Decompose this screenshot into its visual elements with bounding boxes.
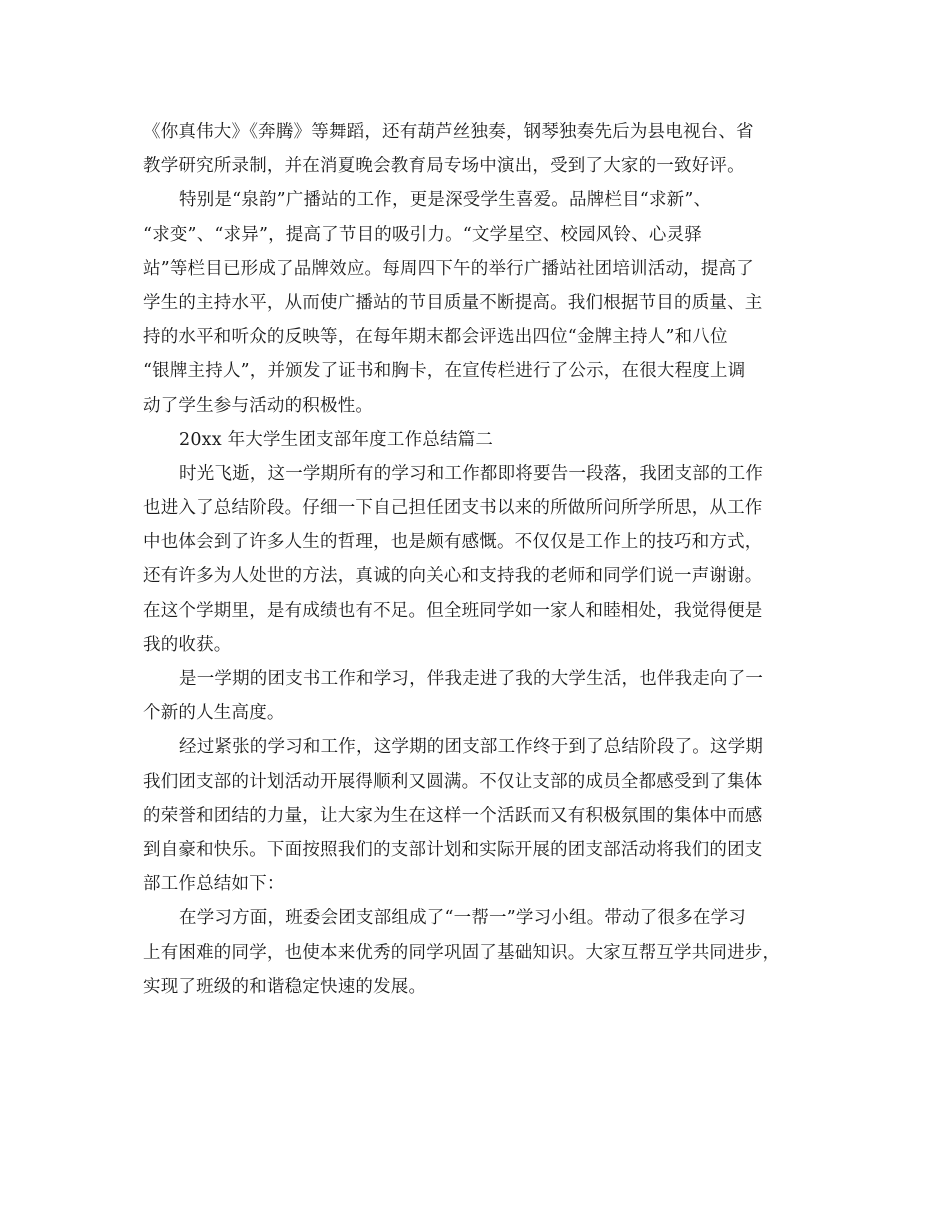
text-line: 经过紧张的学习和工作，这学期的团支部工作终于到了总结阶段了。这学期: [179, 737, 764, 758]
text-line: 20xx 年大学生团支部年度工作总结篇二: [179, 429, 494, 450]
text-line: 学生的主持水平，从而使广播站的节目质量不断提高。我们根据节目的质量、主: [143, 292, 763, 313]
text-line: 也进入了总结阶段。仔细一下自己担任团支书以来的所做所问所学所思，从工作: [143, 498, 763, 519]
text-line: “求变”、“求异”，提高了节目的吸引力。“文学星空、校园风铃、心灵驿: [143, 224, 703, 245]
text-line: “银牌主持人”，并颁发了证书和胸卡，在宣传栏进行了公示，在很大程度上调: [143, 361, 746, 382]
text-line: 是一学期的团支书工作和学习，伴我走进了我的大学生活，也伴我走向了一: [179, 669, 764, 689]
text-line: 还有许多为人处世的方法，真诚的向关心和支持我的老师和同学们说一声谢谢。: [143, 566, 763, 587]
text-line: 动了学生参与活动的积极性。: [143, 395, 374, 416]
text-line: 我们团支部的计划活动开展得顺利又圆满。不仅让支部的成员全都感受到了集体: [143, 771, 763, 792]
text-line: 在学习方面，班委会团支部组成了“一帮一”学习小组。带动了很多在学习: [179, 908, 746, 929]
text-line: 持的水平和听众的反映等，在每年期末都会评选出四位“金牌主持人”和八位: [143, 327, 728, 348]
text-line: 到自豪和快乐。下面按照我们的支部计划和实际开展的团支部活动将我们的团支: [143, 839, 763, 860]
text-line: 教学研究所录制，并在消夏晚会教育局专场中演出，受到了大家的一致好评。: [143, 156, 745, 177]
text-line: 在这个学期里，是有成绩也有不足。但全班同学如一家人和睦相处，我觉得便是: [143, 600, 763, 621]
text-line: 站”等栏目已形成了品牌效应。每周四下午的举行广播站社团培训活动，提高了: [143, 258, 754, 279]
document-body: [143, 115, 803, 1004]
text-line: 实现了班级的和谐稳定快速的发展。: [143, 976, 427, 997]
text-line: 特别是“泉韵”广播站的工作，更是深受学生喜爱。品牌栏目“求新”、: [179, 190, 712, 211]
text-line: 的荣誉和团结的力量，让大家为生在这样一个活跃而又有积极氛围的集体中而感: [143, 805, 763, 826]
text-line: 中也体会到了许多人生的哲理，也是颇有感慨。不仅仅是工作上的技巧和方式，: [143, 532, 763, 553]
text-line: 我的收获。: [143, 634, 232, 655]
text-line: 上有困难的同学，也使本来优秀的同学巩固了基础知识。大家互帮互学共同进步，: [143, 942, 781, 963]
text-line: 个新的人生高度。: [143, 703, 285, 724]
text-line: 部工作总结如下：: [143, 874, 285, 895]
text-line: 时光飞逝，这一学期所有的学习和工作都即将要告一段落，我团支部的工作: [179, 463, 764, 484]
text-line: 《你真伟大》《奔腾》等舞蹈，还有葫芦丝独奏，钢琴独奏先后为县电视台、省: [143, 122, 754, 142]
